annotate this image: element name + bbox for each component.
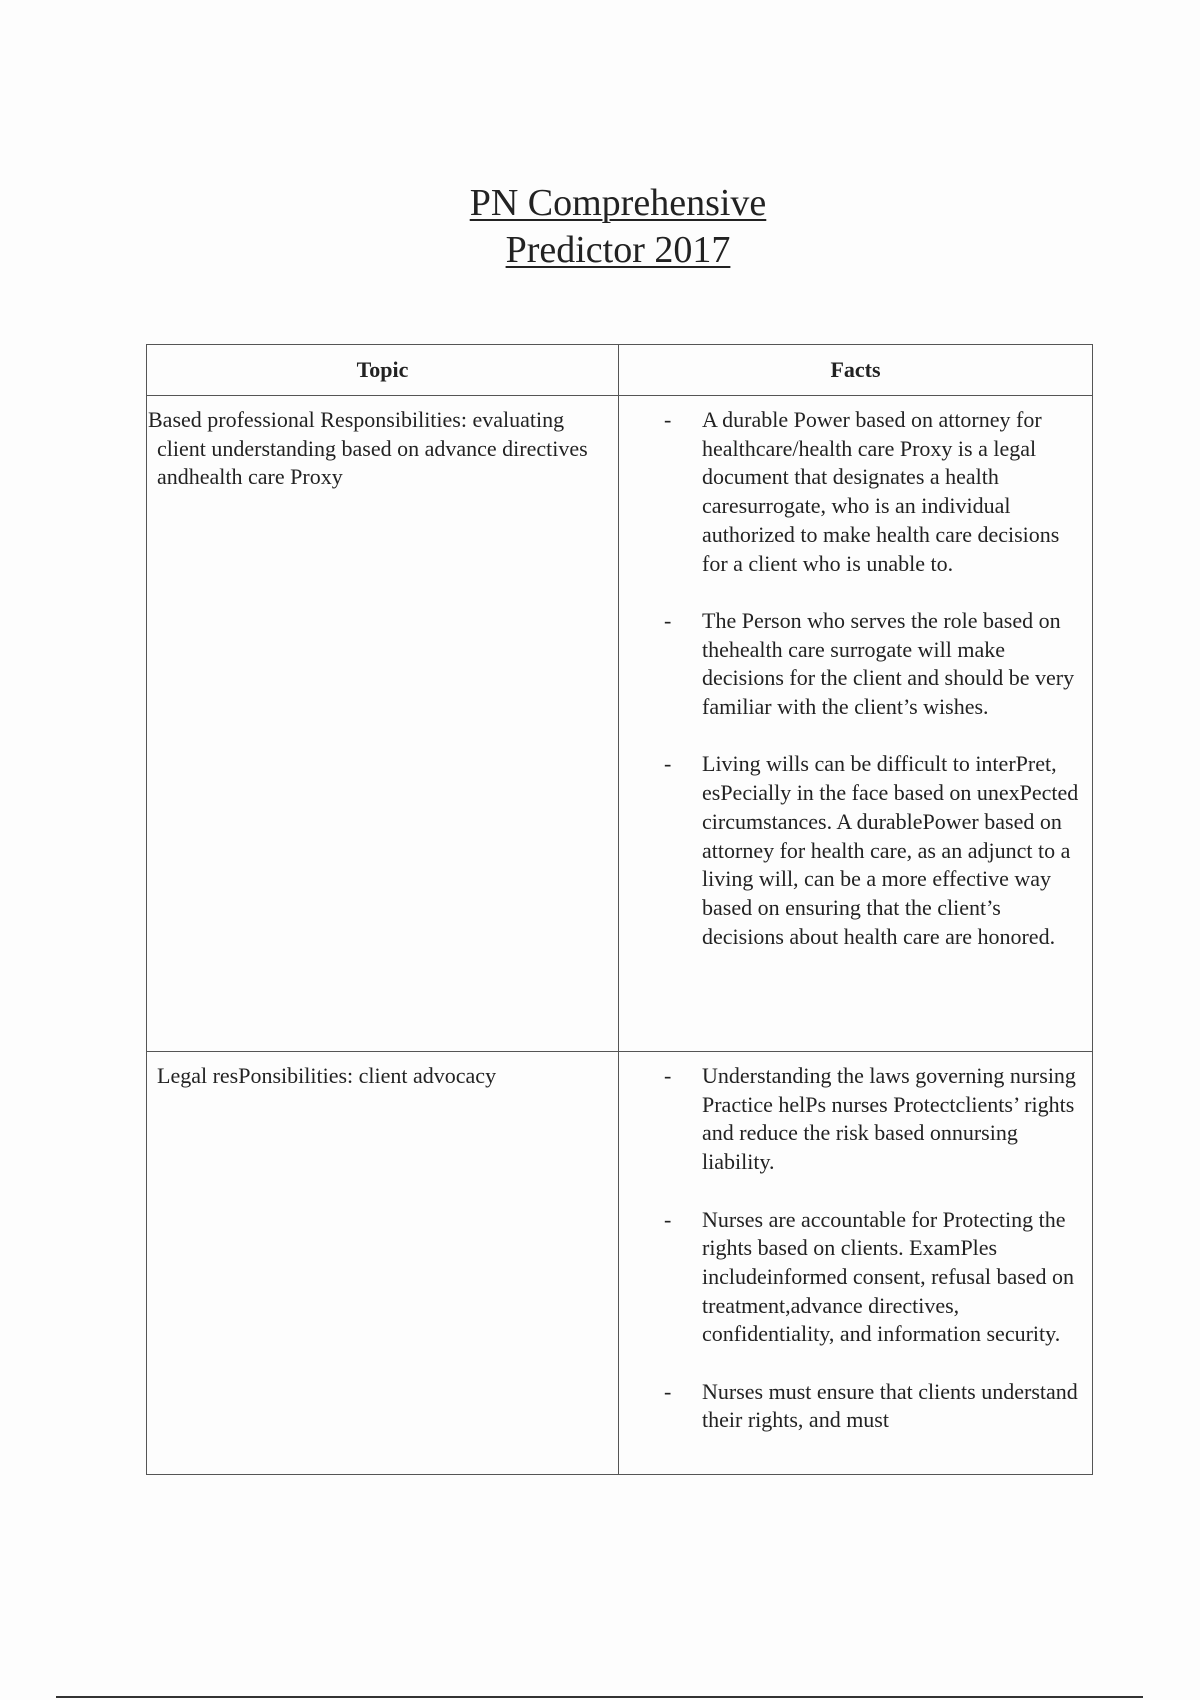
fact-text: The Person who serves the role based on thehealth care surrogate will make decisions for the client and should be very familiar with the client’s wishes. <box>702 607 1075 720</box>
topic-text: Legal resPonsibilities: client advocacy <box>157 1063 497 1088</box>
topic-cell <box>147 396 619 1052</box>
facts-table <box>146 344 1093 1475</box>
header-topic: Topic <box>147 345 619 396</box>
fact-item <box>619 1206 1084 1350</box>
fact-text: A durable Power based on attorney for healthcare/health care Proxy is a legal document that designates a health caresurrogate, who is an individual authorized to make health care decisions for a client who is unable to. <box>702 407 1060 576</box>
facts-clip <box>619 1062 1084 1466</box>
fact-item <box>619 750 1084 951</box>
table-header-row <box>147 345 1093 396</box>
document-title <box>0 180 1200 274</box>
table-row <box>147 396 1093 1052</box>
title-line-1: PN Comprehensive <box>469 182 767 224</box>
fact-item <box>619 1378 1084 1435</box>
fact-item <box>619 1062 1084 1177</box>
fact-text: Nurses must ensure that clients understand their rights, and must <box>702 1378 1078 1433</box>
facts-cell <box>619 1052 1093 1475</box>
topic-text: Based professional Responsibilities: evaluating client understanding based on advance directives andhealth care Proxy <box>148 407 588 490</box>
table-row <box>147 1052 1093 1475</box>
facts-list <box>619 1062 1084 1435</box>
dash-bullet-icon: - <box>664 1378 672 1404</box>
facts-list <box>619 406 1084 951</box>
topic-cell <box>147 1052 619 1475</box>
fact-text: Living wills can be difficult to interPret, esPecially in the face based on unexPected circumstances. A durablePower based on attorney for health care, as an adjunct to a living will, can be a more effective way based on ensuring that the client’s decisions about health care are honored. <box>702 751 1079 949</box>
fact-text: Nurses are accountable for Protecting the rights based on clients. ExamPles includeinformed consent, refusal based on treatment,advance directives, confidentiality, and information security. <box>702 1206 1075 1347</box>
fact-item <box>619 406 1084 578</box>
title-line-2: Predictor 2017 <box>505 229 731 271</box>
dash-bullet-icon: - <box>664 1206 672 1232</box>
fact-text: Understanding the laws governing nursing Practice helPs nurses Protectclients’ rights and reduce the risk based onnursing liability. <box>702 1063 1076 1175</box>
fact-item <box>619 607 1084 722</box>
dash-bullet-icon: - <box>664 407 672 432</box>
dash-bullet-icon: - <box>664 607 672 633</box>
dash-bullet-icon: - <box>664 1063 672 1088</box>
header-facts: Facts <box>619 345 1093 396</box>
dash-bullet-icon: - <box>664 751 672 777</box>
facts-cell <box>619 396 1093 1052</box>
page-footer-rule <box>56 1696 1143 1698</box>
